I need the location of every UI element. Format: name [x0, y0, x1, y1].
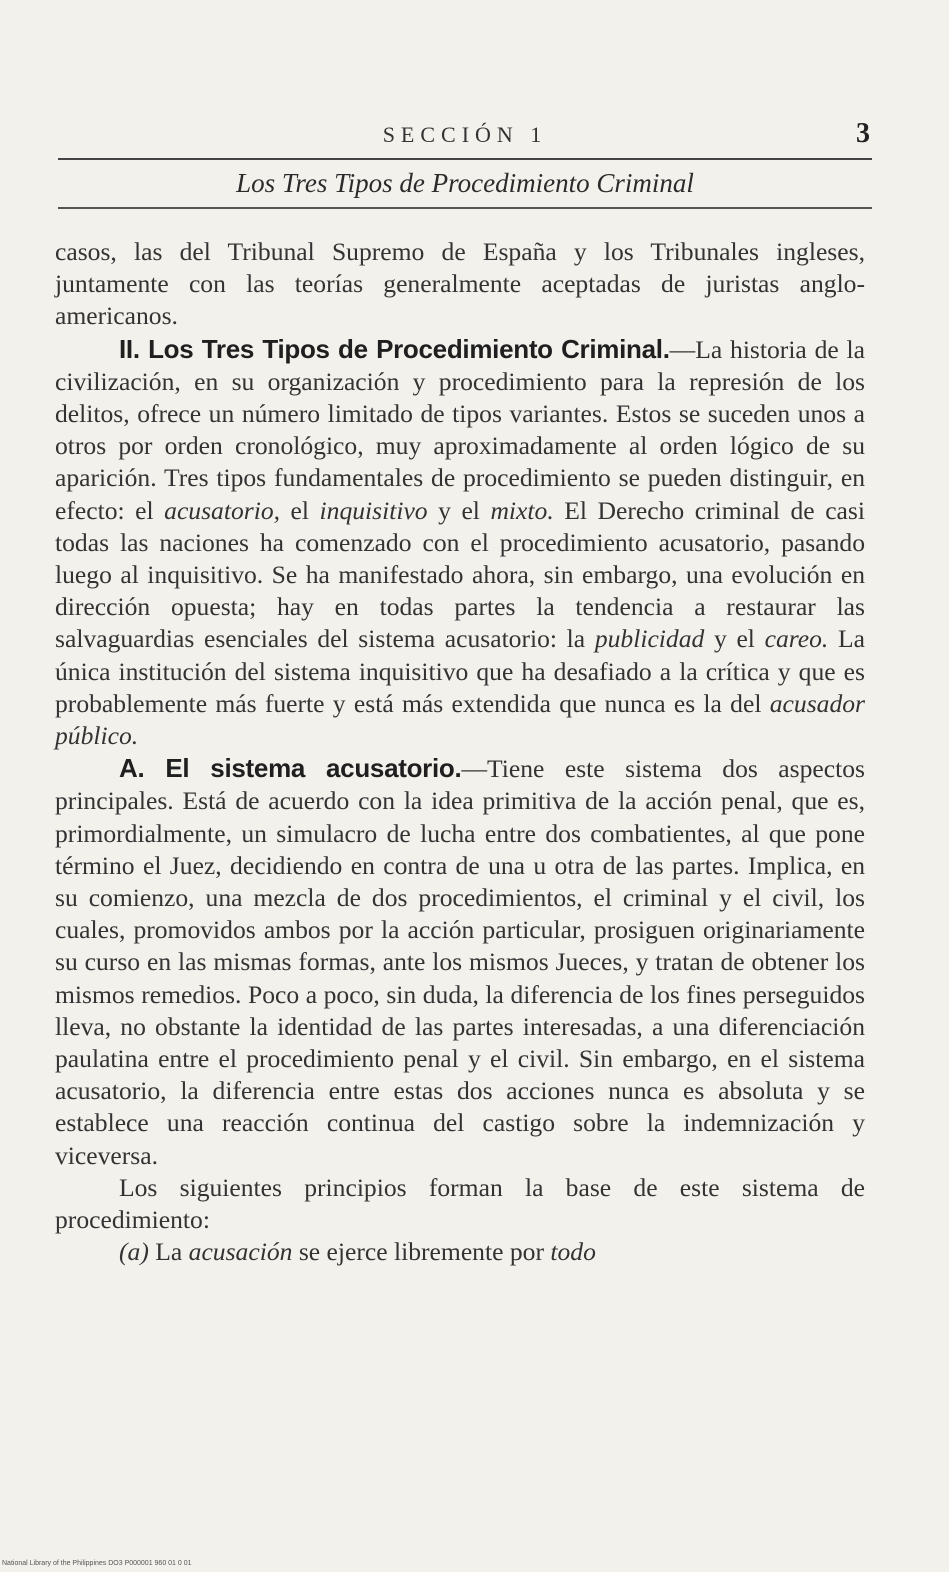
section-heading: II. Los Tres Tipos de Procedimiento Criminal.: [119, 333, 670, 364]
paragraph-item-a: (a) La acusación se ejerce libremente por todo: [119, 1237, 596, 1267]
paragraph-continuation: casos, las del Tribunal Supremo de España y los Tribunales ingleses, juntamente con las teorías generalmente aceptadas de juristas anglo-americanos.: [55, 237, 865, 331]
header-rule-top: [58, 158, 872, 160]
item-label: (a): [119, 1237, 149, 1267]
paragraph-principios: Los siguientes principios forman la base de este sistema de procedimiento:: [55, 1172, 865, 1235]
scan-footer: National Library of the Philippines DO3 P000001 960 01 0 01: [2, 1560, 192, 1567]
page-number: 3: [856, 118, 870, 149]
header-rule-bottom: [58, 207, 872, 209]
subsection-heading: A. El sistema acusatorio.: [119, 753, 462, 784]
paragraph-tres-tipos: II. Los Tres Tipos de Procedimiento Criminal.—La historia de la civilización, en su organización y procedimiento para la represión de los delitos, ofrece un número limitado de tipos variantes. Estos se suceden unos a otros por orden cronológico, muy aproximadamente al orden lógico de su aparición. Tres tipos fundamentales de procedimiento se pueden distinguir, en efecto: el acusatorio, el inquisitivo y el mixto. El Derecho criminal de casi todas las naciones ha comenzado con el procedimiento acusatorio, pasando luego al inquisitivo. Se ha manifestado ahora, sin embargo, una evolución en dirección opuesta; hay en todas partes la tendencia a restaurar las salvaguardias esenciales del sistema acusatorio: la publicidad y el careo. La única institución del sistema inquisitivo que ha desafiado a la crítica y que es probablemente más fuerte y está más extendida que nunca es la del acusador público.: [55, 333, 866, 751]
page-header: [58, 118, 872, 154]
running-title: Los Tres Tipos de Procedimiento Criminal: [236, 168, 694, 198]
body-text: [55, 236, 865, 1269]
section-label: SECCIÓN 1: [382, 122, 548, 147]
paragraph-sistema-acusatorio: A. El sistema acusatorio.—Tiene este sistema dos aspectos principales. Está de acuerdo con la idea primitiva de la acción penal, que es, primordialmente, un simulacro de lucha entre dos combatientes, al que pone término el Juez, decidiendo en contra de una u otra de las partes. Implica, en su comienzo, una mezcla de dos procedimientos, el criminal y el civil, los cuales, promovidos ambos por la acción particular, prosiguen originariamente su curso en las mismas formas, ante los mismos Jueces, y tratan de obtener los mismos remedios. Poco a poco, sin duda, la diferencia de los fines perseguidos lleva, no obstante la identidad de las partes interesadas, a una diferenciación paulatina entre el procedimiento penal y el civil. Sin embargo, en el sistema acusatorio, la diferencia entre estas dos acciones nunca es absoluta y se establece una reacción continua del castigo sobre la indemnización y viceversa.: [55, 753, 865, 1170]
